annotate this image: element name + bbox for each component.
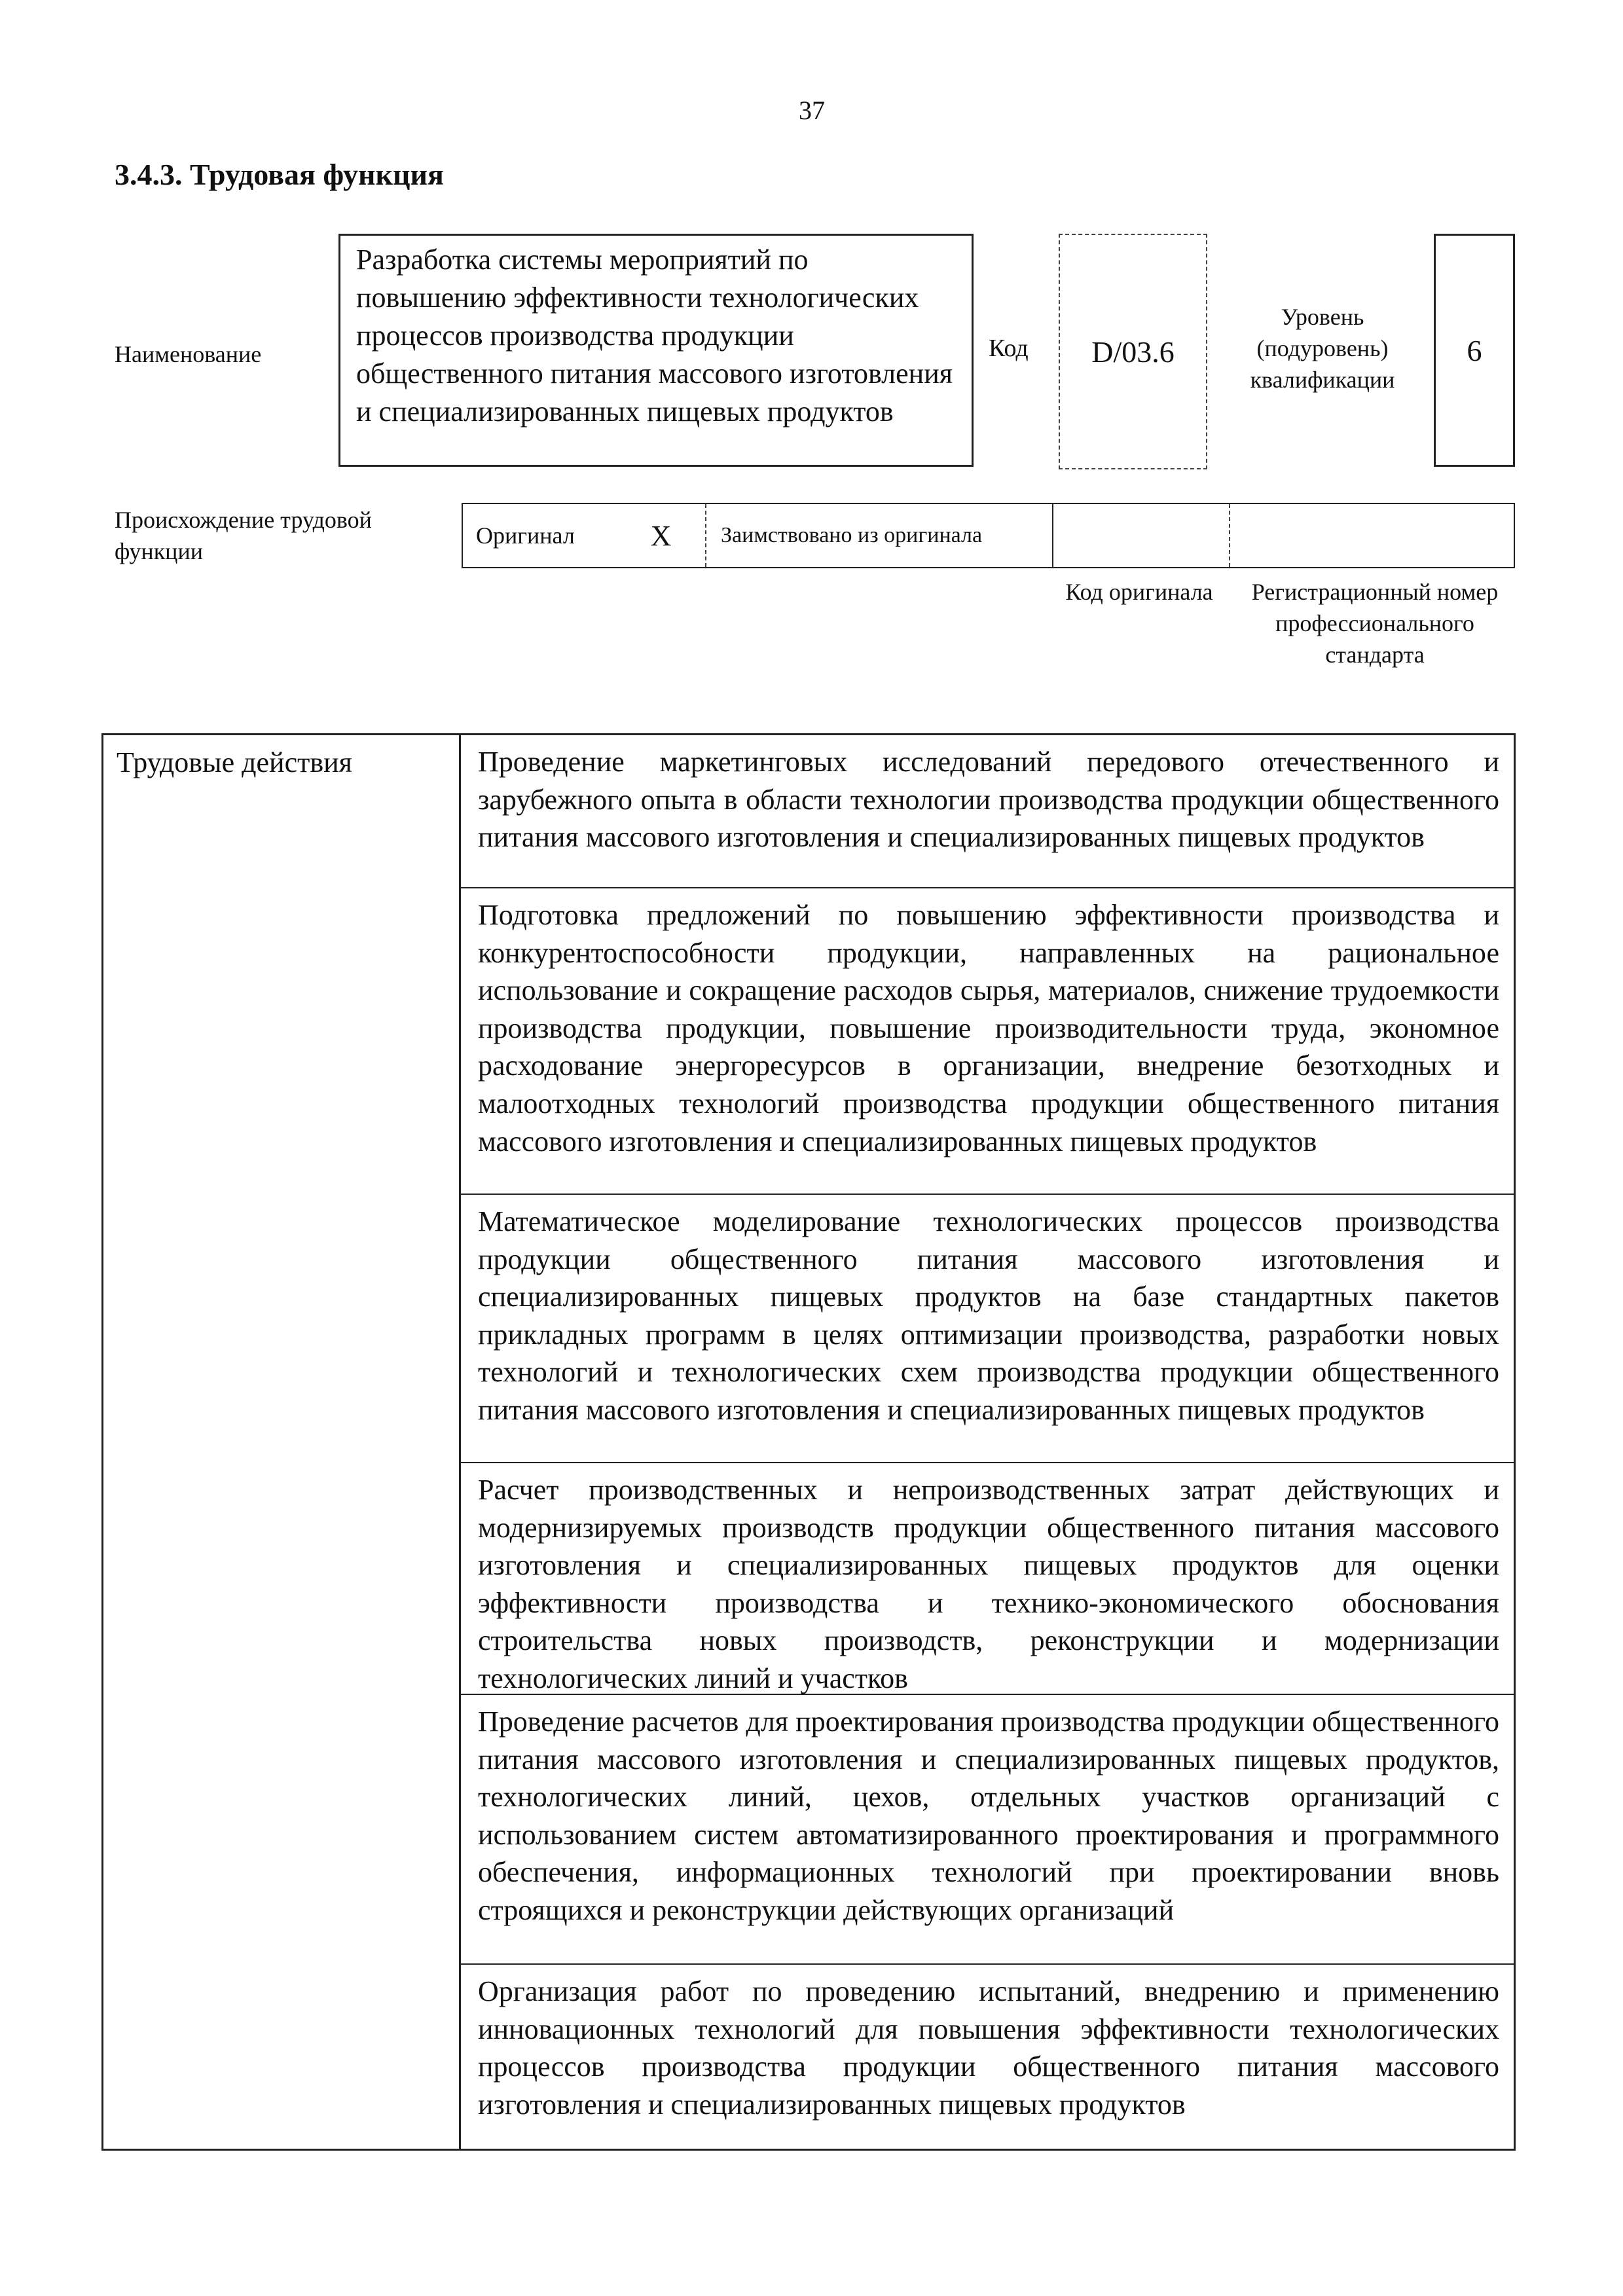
function-name-text: Разработка системы мероприятий по повышению эффективности технологических процессов производства продукции общественного питания массового изготовления и специализированных пищевых продуктов xyxy=(356,244,953,428)
origin-table xyxy=(462,503,1515,568)
table-row xyxy=(461,1195,1514,1462)
code-original-caption: Код оригинала xyxy=(1065,579,1213,605)
borrowed-cell xyxy=(705,504,1104,567)
level-box xyxy=(1434,234,1515,467)
level-label: Уровень (подуровень) квалификации xyxy=(1250,304,1395,393)
code-value: D/03.6 xyxy=(1091,335,1175,369)
table-row xyxy=(461,1965,1514,2149)
table-row xyxy=(461,888,1514,1194)
reg-number-caption: Регистрационный номер профессионального стандарта xyxy=(1251,579,1499,668)
table-row xyxy=(461,735,1514,887)
origin-label: Происхождение трудовой функции xyxy=(115,507,372,564)
action-text: Организация работ по проведению испытаний, внедрению и применению инновационных технологий для повышения эффективности технологических процессов производства продукции общественного питания массового изготовления и специализированных пищевых продуктов xyxy=(478,1975,1499,2121)
action-text: Расчет производственных и непроизводственных затрат действующих и модернизируемых производств продукции общественного питания массового изготовления и специализированных пищевых продуктов для оценки эффективности производства и технико-экономического обоснования строительства новых производств, реконструкции и модернизации технологических линий и участков xyxy=(478,1474,1499,1694)
function-name-box xyxy=(338,234,974,467)
original-mark-cell xyxy=(633,504,689,567)
original-mark: X xyxy=(650,519,672,552)
section-title: 3.4.3. Трудовая функция xyxy=(115,158,444,191)
labor-actions-heading: Трудовые действия xyxy=(117,746,352,778)
labor-actions-table xyxy=(101,733,1516,2151)
code-box xyxy=(1059,234,1207,469)
original-label: Оригинал xyxy=(476,522,575,549)
code-label: Код xyxy=(989,335,1029,362)
action-text: Проведение маркетинговых исследований передового отечественного и зарубежного опыта в области технологии производства продукции общественного питания массового изготовления и специализированных пищевых продуктов xyxy=(478,746,1499,854)
origin-divider-2 xyxy=(1229,504,1230,567)
origin-divider-1 xyxy=(1052,504,1053,567)
page-number: 37 xyxy=(799,96,825,125)
level-value: 6 xyxy=(1467,333,1482,367)
borrowed-label: Заимствовано из оригинала xyxy=(721,523,983,547)
table-row xyxy=(461,1695,1514,1963)
action-text: Подготовка предложений по повышению эффективности производства и конкурентоспособности продукции, направленных на рациональное использование и сокращение расходов сырья, материалов, снижение трудоемкости производства продукции, повышение производительности труда, экономное расходование энергоресурсов в организации, внедрение безотходных и малоотходных технологий производства продукции общественного питания массового изготовления и специализированных пищевых продуктов xyxy=(478,899,1499,1157)
original-cell xyxy=(463,504,633,567)
action-text: Проведение расчетов для проектирования производства продукции общественного питания массового изготовления и специализированных пищевых продуктов, технологических линий, цехов, отдельных участков организаций с использованием систем автоматизированного проектирования и программного обеспечения, информационных технологий при проектировании вновь строящихся и реконструкции действующих организаций xyxy=(478,1705,1499,1926)
action-text: Математическое моделирование технологических процессов производства продукции общественного питания массового изготовления и специализированных пищевых продуктов на базе стандартных пакетов прикладных программ в целях оптимизации производства, разработки новых технологий и технологических схем производства продукции общественного питания массового изготовления и специализированных пищевых продуктов xyxy=(478,1205,1499,1426)
name-label: Наименование xyxy=(115,341,262,367)
table-row xyxy=(461,1463,1514,1694)
